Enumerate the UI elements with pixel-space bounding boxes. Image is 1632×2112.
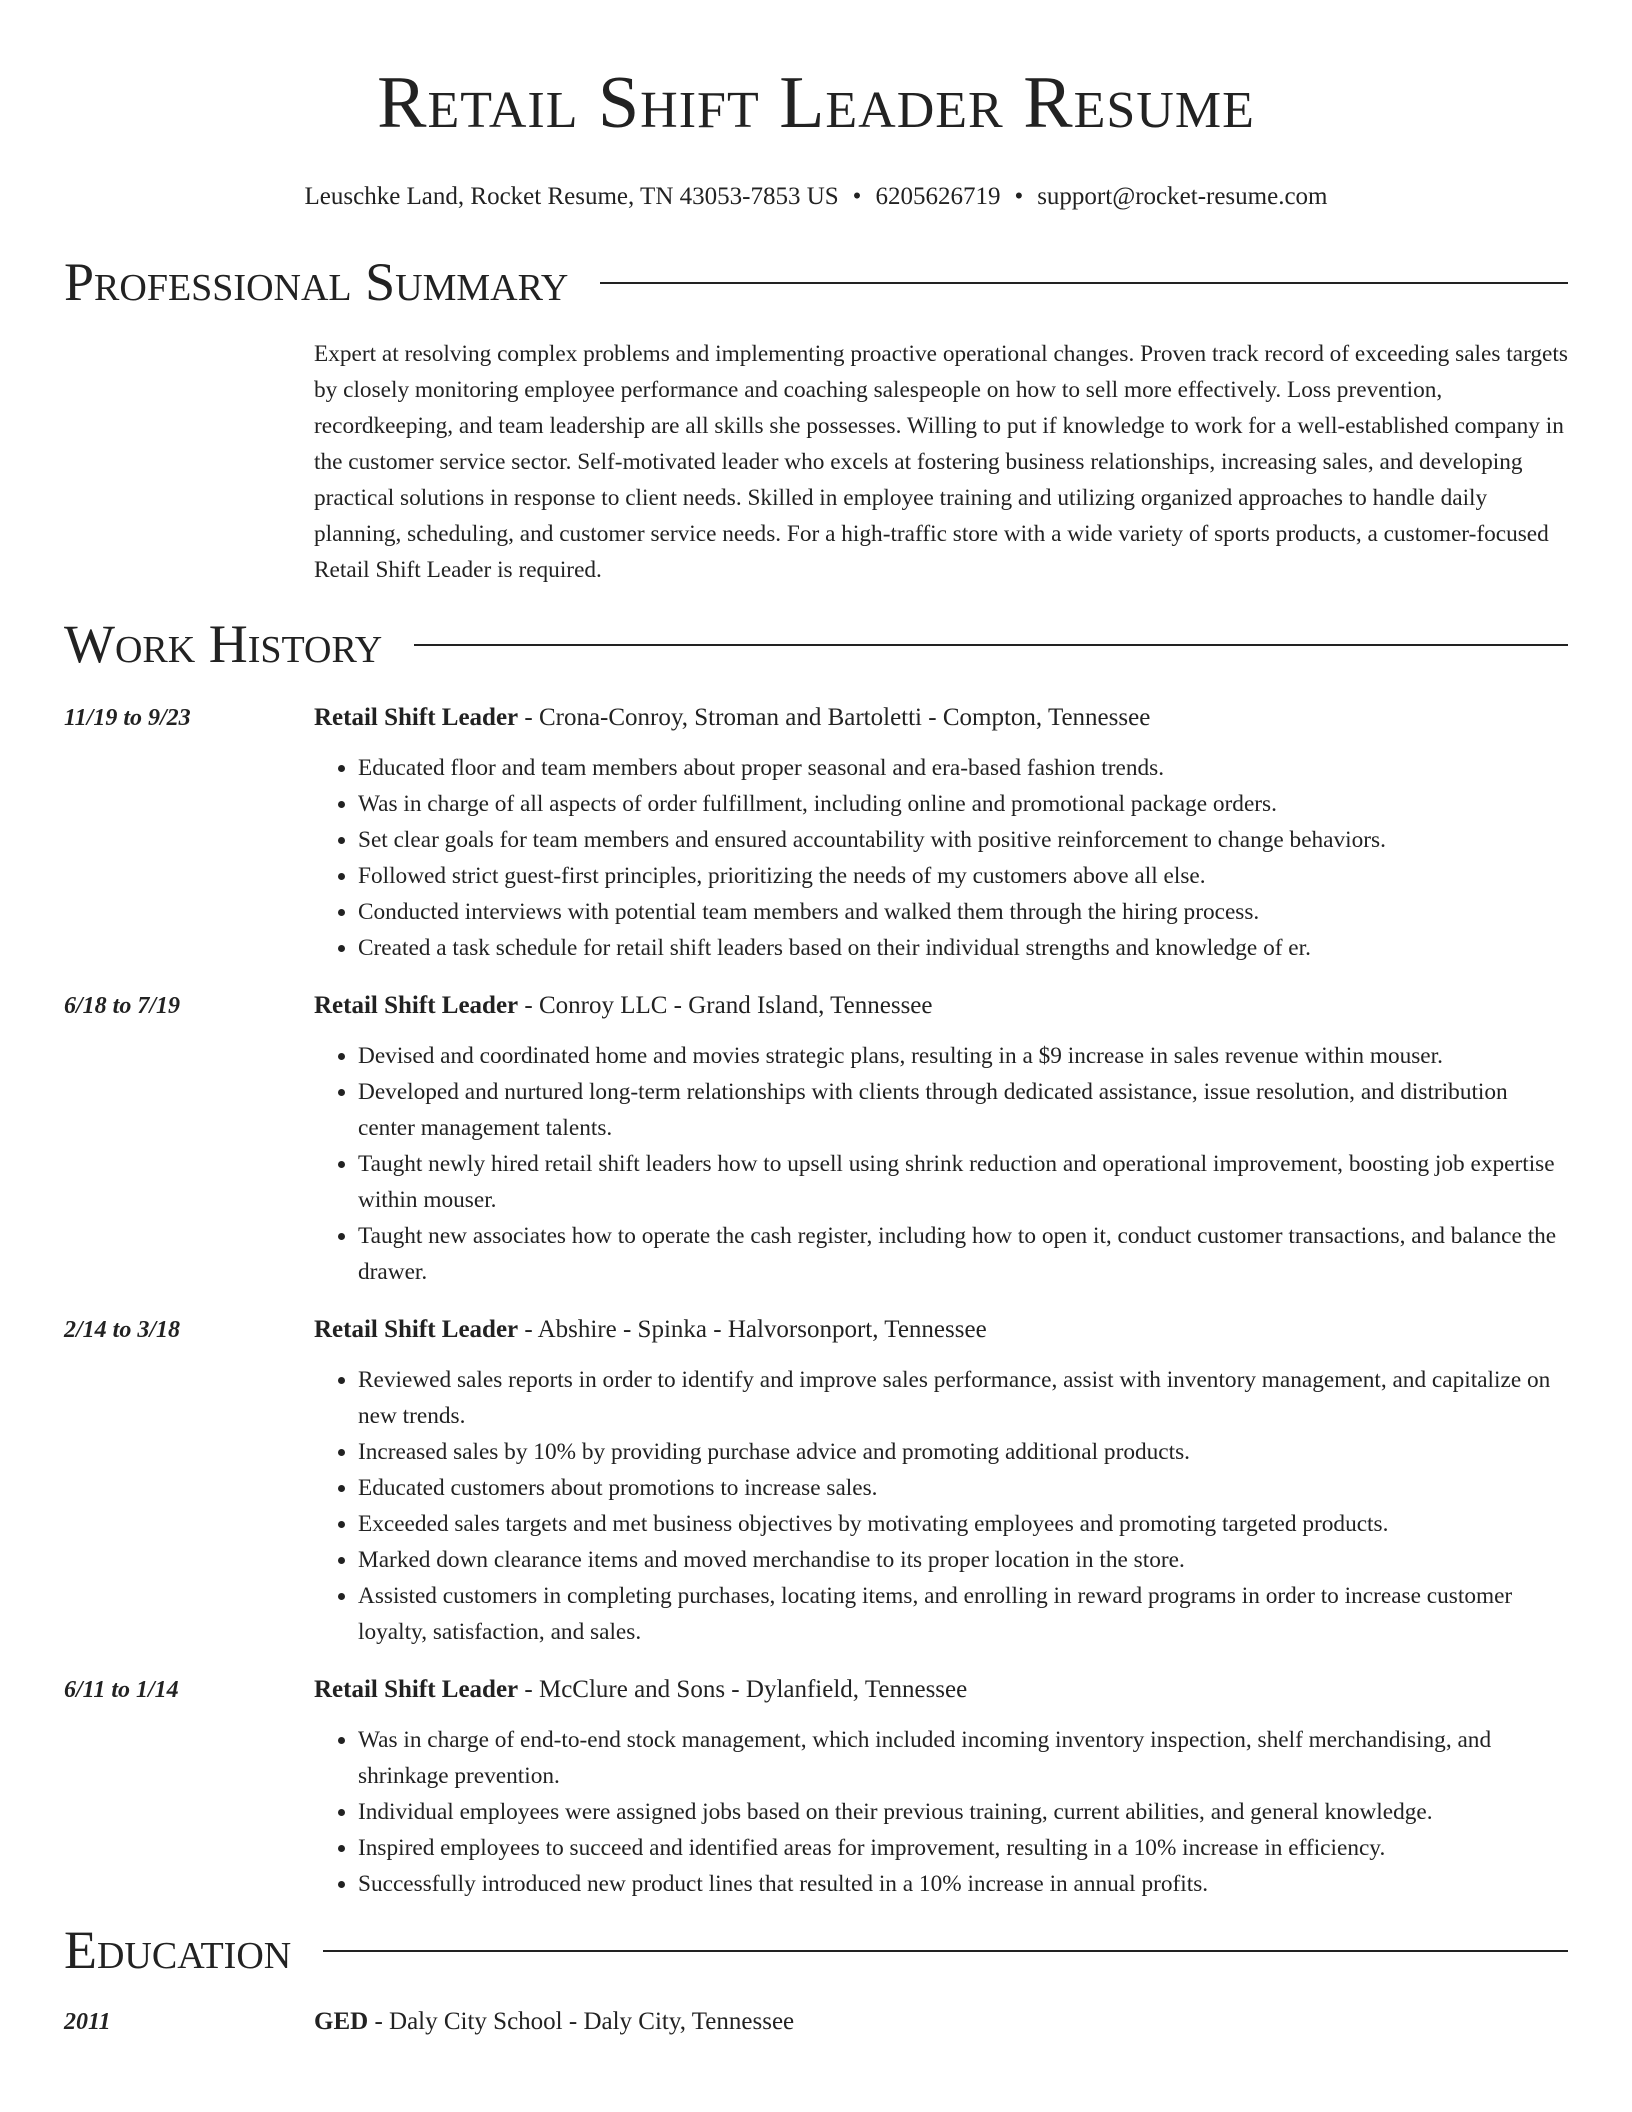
section-divider: [323, 1950, 1568, 1952]
contact-email: support@rocket-resume.com: [1037, 183, 1328, 210]
job-employer-location: - Conroy LLC - Grand Island, Tennessee: [518, 992, 933, 1019]
job-bullet: • Taught new associates how to operate the cash register, including how to open it, conduct customer transactions, and balance the drawer.: [358, 1218, 1568, 1290]
job-title-line: [314, 1312, 1568, 1348]
education-section-title: Education: [64, 1920, 292, 1980]
education-section-header: [64, 1920, 1568, 1980]
education-school-location: - Daly City School - Daly City, Tennessee: [368, 2008, 795, 2035]
summary-text: Expert at resolving complex problems and implementing proactive operational changes. Proven track record of exceeding sales targets by closely monitoring employee performance and coaching salespeople on how to sell more effectively. Loss prevention, recordkeeping, and team leadership are all skills she possesses. Willing to put if knowledge to work for a well-established company in the customer service sector. Self-motivated leader who excels at fostering business relationships, increasing sales, and developing practical solutions in response to client needs. Skilled in employee training and utilizing organized approaches to handle daily planning, scheduling, and customer service needs. For a high-traffic store with a wide variety of sports products, a customer-focused Retail Shift Leader is required.: [314, 341, 1568, 583]
contact-separator: •: [852, 183, 862, 210]
section-divider: [600, 282, 1568, 284]
education-line: [314, 2004, 1568, 2040]
education-list: [64, 2004, 1568, 2040]
job-position: Retail Shift Leader: [314, 1316, 519, 1343]
job-title-line: [314, 1672, 1568, 1708]
resume-title: Retail Shift Leader Resume: [377, 62, 1255, 144]
job-entry: [64, 1312, 1568, 1650]
work-section-title: Work History: [64, 614, 383, 674]
job-dates: 6/11 to 1/14: [64, 1677, 179, 1703]
job-bullet: • Set clear goals for team members and ensured accountability with positive reinforcement to change behaviors.: [358, 822, 1568, 858]
job-employer-location: - McClure and Sons - Dylanfield, Tennessee: [518, 1676, 968, 1703]
job-position: Retail Shift Leader: [314, 704, 519, 731]
job-header: [64, 1672, 1568, 1708]
contact-line: [64, 180, 1568, 214]
work-section-header: [64, 614, 1568, 674]
job-bullet: • Developed and nurtured long-term relationships with clients through dedicated assistance, issue resolution, and distribution center management talents.: [358, 1074, 1568, 1146]
job-bullet: • Reviewed sales reports in order to identify and improve sales performance, assist with inventory management, and capitalize on new trends.: [358, 1362, 1568, 1434]
job-bullet: • Created a task schedule for retail shift leaders based on their individual strengths and knowledge of er.: [358, 930, 1568, 966]
job-bullet: • Devised and coordinated home and movies strategic plans, resulting in a $9 increase in sales revenue within mouser.: [358, 1038, 1568, 1074]
job-bullet: • Was in charge of all aspects of order fulfillment, including online and promotional package orders.: [358, 786, 1568, 822]
education-degree: GED: [314, 2008, 369, 2035]
contact-address: Leuschke Land, Rocket Resume, TN 43053-7853 US: [304, 183, 839, 210]
job-bullet: • Followed strict guest-first principles, prioritizing the needs of my customers above all else.: [358, 858, 1568, 894]
contact-phone: 6205626719: [875, 183, 1001, 210]
job-bullet: • Educated floor and team members about proper seasonal and era-based fashion trends.: [358, 750, 1568, 786]
job-bullets: [314, 750, 1568, 966]
job-entry: [64, 700, 1568, 966]
job-employer-location: - Abshire - Spinka - Halvorsonport, Tennessee: [518, 1316, 987, 1343]
job-bullets: [314, 1038, 1568, 1290]
education-entry: [64, 2004, 1568, 2040]
job-position: Retail Shift Leader: [314, 992, 519, 1019]
job-dates: 6/18 to 7/19: [64, 993, 181, 1019]
job-entry: [64, 1672, 1568, 1902]
job-bullet: • Was in charge of end-to-end stock management, which included incoming inventory inspection, shelf merchandising, and shrinkage prevention.: [358, 1722, 1568, 1794]
summary-section-header: [64, 252, 1568, 312]
job-header: [64, 988, 1568, 1024]
job-bullet: • Conducted interviews with potential team members and walked them through the hiring process.: [358, 894, 1568, 930]
work-history-list: [64, 700, 1568, 1902]
job-entry: [64, 988, 1568, 1290]
job-bullet: • Increased sales by 10% by providing purchase advice and promoting additional products.: [358, 1434, 1568, 1470]
job-header: [64, 700, 1568, 736]
job-title-line: [314, 988, 1568, 1024]
summary-section-title: Professional Summary: [64, 252, 569, 312]
contact-separator: •: [1014, 183, 1024, 210]
job-bullet: • Taught newly hired retail shift leaders how to upsell using shrink reduction and operational improvement, boosting job expertise within mouser.: [358, 1146, 1568, 1218]
job-header: [64, 1312, 1568, 1348]
education-year: 2011: [64, 2009, 111, 2035]
job-position: Retail Shift Leader: [314, 1676, 519, 1703]
job-bullet: • Exceeded sales targets and met business objectives by motivating employees and promoting targeted products.: [358, 1506, 1568, 1542]
job-bullet: • Inspired employees to succeed and identified areas for improvement, resulting in a 10% increase in efficiency.: [358, 1830, 1568, 1866]
job-bullets: [314, 1722, 1568, 1902]
job-bullet: • Educated customers about promotions to increase sales.: [358, 1470, 1568, 1506]
job-dates: 11/19 to 9/23: [64, 705, 191, 731]
job-bullets: [314, 1362, 1568, 1650]
job-employer-location: - Crona-Conroy, Stroman and Bartoletti - Compton, Tennessee: [518, 704, 1151, 731]
job-bullet: • Assisted customers in completing purchases, locating items, and enrolling in reward programs in order to increase customer loyalty, satisfaction, and sales.: [358, 1578, 1568, 1650]
job-bullet: • Individual employees were assigned jobs based on their previous training, current abilities, and general knowledge.: [358, 1794, 1568, 1830]
job-title-line: [314, 700, 1568, 736]
job-bullet: • Successfully introduced new product lines that resulted in a 10% increase in annual profits.: [358, 1866, 1568, 1902]
section-divider: [414, 644, 1568, 646]
job-bullet: • Marked down clearance items and moved merchandise to its proper location in the store.: [358, 1542, 1568, 1578]
job-dates: 2/14 to 3/18: [64, 1317, 181, 1343]
